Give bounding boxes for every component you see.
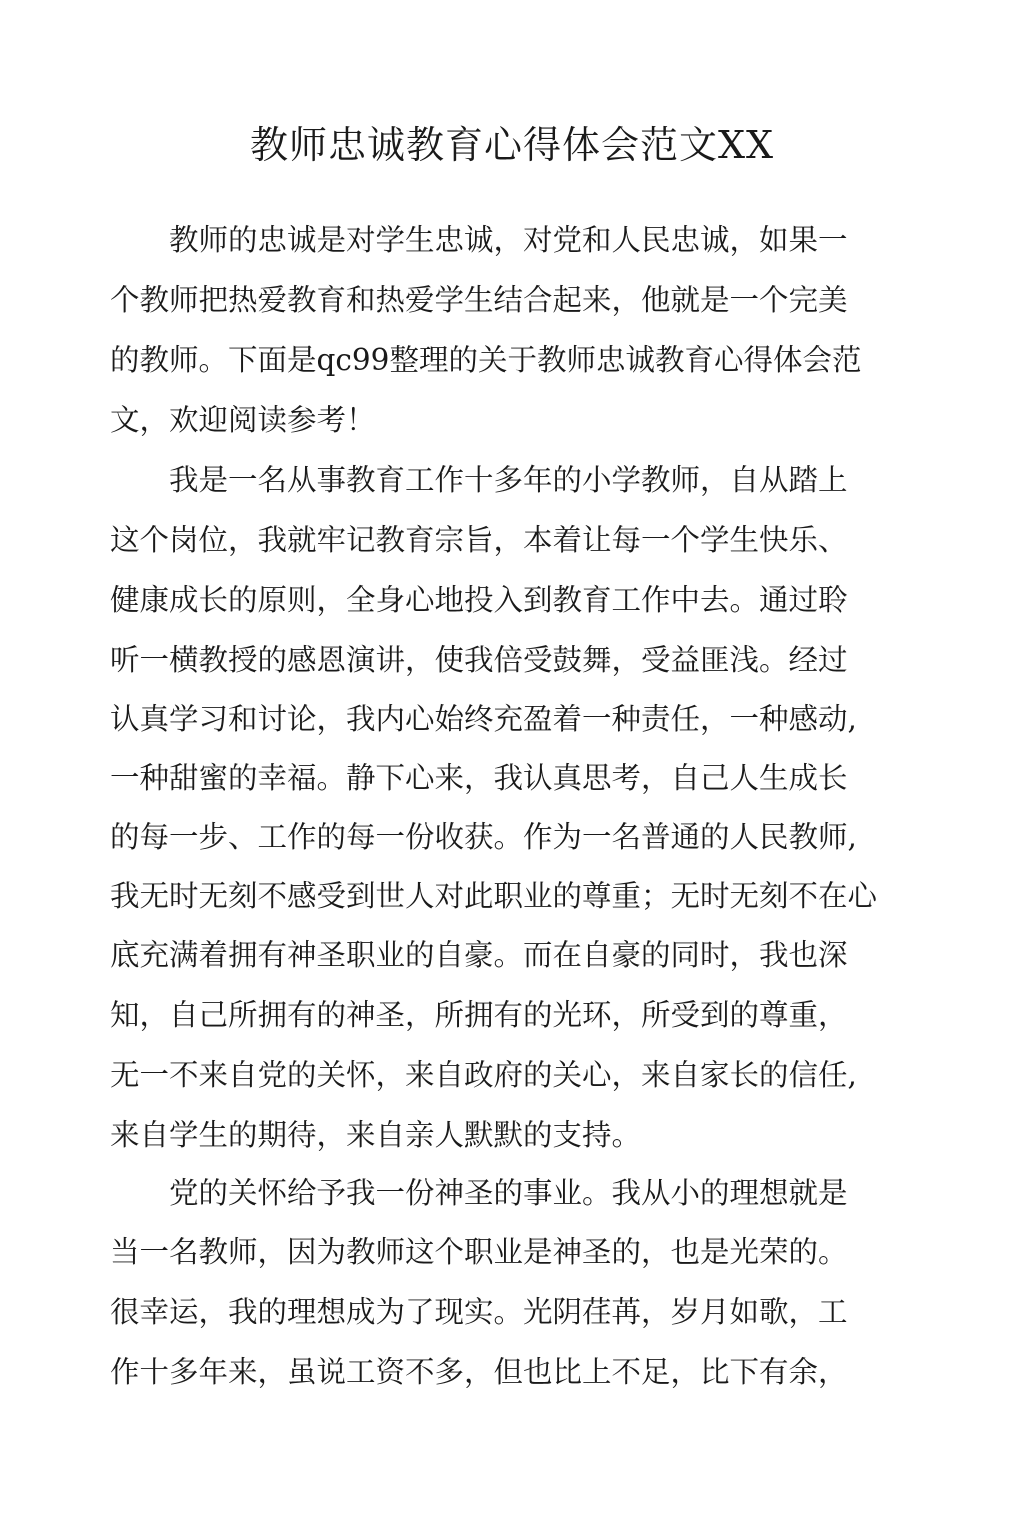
text-line: 无一不来自党的关怀，来自政府的关心，来自家长的信任,	[110, 1058, 857, 1092]
text-line: 文，欢迎阅读参考！	[110, 403, 376, 437]
text-line: 作十多年来，虽说工资不多，但也比上不足，比下有余，	[110, 1355, 848, 1389]
text-line: 个教师把热爱教育和热爱学生结合起来，他就是一个完美	[110, 283, 848, 317]
document-title: 教师忠诚教育心得体会范文XX	[249, 123, 775, 168]
text-line: 认真学习和讨论，我内心始终充盈着一种责任，一种感动,	[110, 702, 857, 736]
text-line: 我无时无刻不感受到世人对此职业的尊重；无时无刻不在心	[110, 879, 878, 913]
text-line: 的教师。下面是qc99整理的关于教师忠诚教育心得体会范	[110, 343, 862, 377]
text-line: 底充满着拥有神圣职业的自豪。而在自豪的同时，我也深	[110, 938, 848, 972]
text-line: 健康成长的原则，全身心地投入到教育工作中去。通过聆	[110, 583, 848, 617]
text-line: 这个岗位，我就牢记教育宗旨，本着让每一个学生快乐、	[110, 523, 848, 557]
text-line: 当一名教师，因为教师这个职业是神圣的，也是光荣的。	[110, 1235, 848, 1269]
text-line: 的每一步、工作的每一份收获。作为一名普通的人民教师,	[110, 820, 857, 854]
text-line: 我是一名从事教育工作十多年的小学教师，自从踏上	[110, 463, 848, 497]
text-line: 听一横教授的感恩演讲，使我倍受鼓舞，受益匪浅。经过	[110, 643, 848, 677]
text-line: 很幸运，我的理想成为了现实。光阴荏苒，岁月如歌，工	[110, 1295, 848, 1329]
text-line: 一种甜蜜的幸福。静下心来，我认真思考，自己人生成长	[110, 761, 848, 795]
text-line: 教师的忠诚是对学生忠诚，对党和人民忠诚，如果一	[110, 223, 848, 257]
text-line: 党的关怀给予我一份神圣的事业。我从小的理想就是	[110, 1176, 848, 1210]
text-line: 来自学生的期待，来自亲人默默的支持。	[110, 1118, 642, 1152]
text-line: 知，自己所拥有的神圣，所拥有的光环，所受到的尊重，	[110, 998, 848, 1032]
